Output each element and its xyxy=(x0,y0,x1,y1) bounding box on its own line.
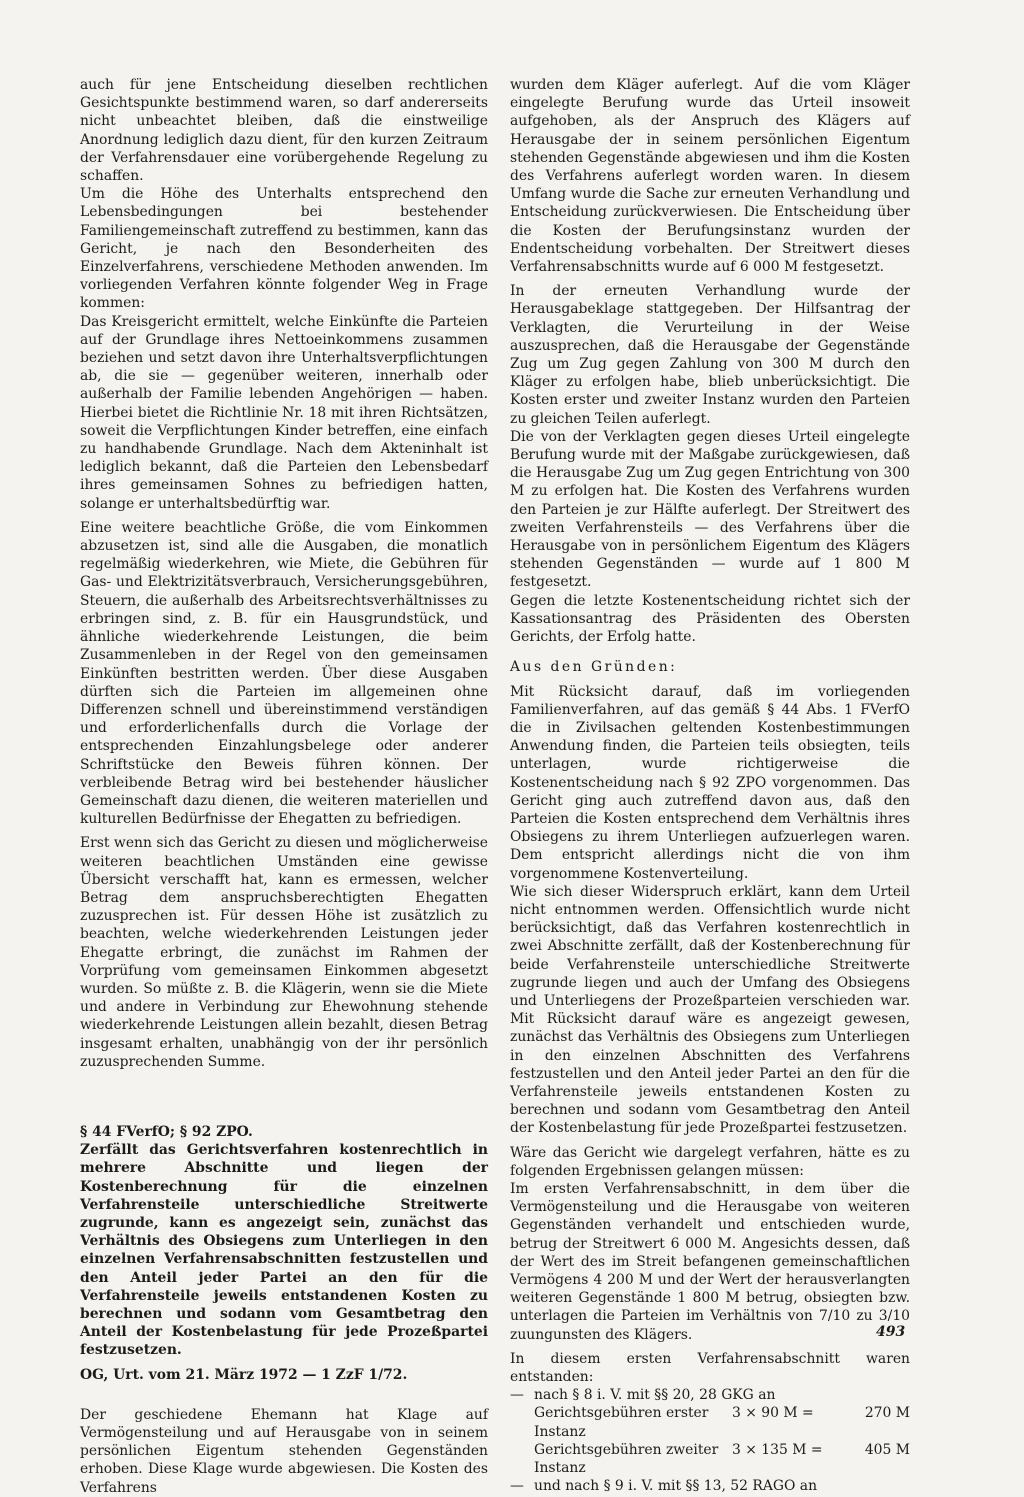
section-heading: § 44 FVerfO; § 92 ZPO. xyxy=(80,1123,253,1140)
fee-calculation: 3 × 90 M = xyxy=(732,1405,814,1422)
fee-result: 270 M xyxy=(864,1405,910,1422)
fee-item-text: und nach § 9 i. V. mit §§ 13, 52 RAGO an xyxy=(534,1478,818,1495)
left-column xyxy=(80,76,488,1497)
paragraph: Um die Höhe des Unterhalts entsprechend den Lebensbedingungen bei bestehender Familiengemeinschaft zutreffend zu bestimmen, kann das Gericht, je nach den Besonderheiten des Einzelverfahrens, verschiedene Methoden anwenden. Im vorliegenden Verfahren könnte folgender Weg in Frage kommen: xyxy=(80,186,488,312)
fee-label: Gerichtsgebühren erster Instanz xyxy=(534,1405,709,1440)
page-number: 493 xyxy=(876,1324,906,1340)
paragraph: In diesem ersten Verfahrensabschnitt waren entstanden: xyxy=(510,1350,910,1386)
fee-list-item xyxy=(510,1477,910,1495)
fee-calculation: 3 × 135 M = xyxy=(732,1441,823,1458)
paragraph: Der geschiedene Ehemann hat Klage auf Vermögensteilung und auf Herausgabe von in seinem persönlichen Eigentum stehenden Gegenständen erhoben. Diese Klage wurde abgewiesen. Die Kosten des Verfahrens xyxy=(80,1406,488,1496)
headnote: Zerfällt das Gerichtsverfahren kostenrechtlich in mehrere Abschnitte und liegen der Kostenberechnung für die einzelnen Verfahrensteile unterschiedliche Streitwerte zugrunde, kann es angezeigt sein, zunächst das Verhältnis des Obsiegens zum Unterliegen in den einzelnen Verfahrensabschnitten festzustellen und den Anteil jeder Partei an den für die Verfahrensteile jeweils entstandenen Kosten zu berechnen und sodann vom Gesamtbetrag den Anteil der Kostenbelastung für jede Prozeßpartei festzusetzen. xyxy=(80,1142,488,1359)
fee-list-item xyxy=(510,1386,910,1404)
paragraph: Wäre das Gericht wie dargelegt verfahren, hätte es zu folgenden Ergebnissen gelangen müssen: xyxy=(510,1144,910,1179)
fee-label: Gerichtsgebühren zweiter Instanz xyxy=(534,1441,719,1477)
fee-row xyxy=(510,1404,910,1440)
dash: — xyxy=(510,1478,524,1495)
fee-result: 405 M xyxy=(864,1441,910,1458)
paragraph: Erst wenn sich das Gericht zu diesen und möglicherweise weiteren beachtlichen Umständen eine gewisse Übersicht verschafft hat, kann es ermessen, welcher Betrag dem anspruchsberechtigten Ehegatten zuzusprechen ist. Für dessen Höhe ist zusätzlich zu beachten, welche wiederkehrenden Leistungen jeder Ehegatte erbringt, die zunächst im Rahmen der Vorprüfung vom gemeinsamen Einkommen abgesetzt wurden. So müßte z. B. die Klägerin, wenn sie die Miete und andere in Verbindung zur Ehewohnung stehende wiederkehrende Leistungen allein bezahlt, diesen Betrag insgesamt erhalten, unabhängig von der ihr persönlich zuzusprechenden Summe. xyxy=(80,835,488,1070)
dash: — xyxy=(510,1387,524,1404)
fee-row xyxy=(510,1441,910,1477)
paragraph: Das Kreisgericht ermittelt, welche Einkünfte die Parteien auf der Grundlage ihres Nettoeinkommens zusammen beziehen und setzt davon ihre Unterhaltsverpflichtungen ab, die sie — gegenüber weiteren, innerhalb oder außerhalb der Familie lebenden Angehörigen — haben. Hierbei bietet die Richtlinie Nr. 18 mit ihren Richtsätzen, soweit die Verpflichtungen Kinder betreffen, eine einfach zu handhabende Grundlage. Nach dem Akteninhalt ist lediglich bekannt, daß die Parteien den Lebensbedarf ihres gemeinsamen Sohnes zu befriedigen hatten, solange er unterhaltsbedürftig war. xyxy=(80,313,488,512)
paragraph: auch für jene Entscheidung dieselben rechtlichen Gesichtspunkte bestimmend waren, so darf andererseits nicht unbeachtet bleiben, daß die einstweilige Anordnung lediglich dazu dient, für den kurzen Zeitraum der Verfahrensdauer eine vorübergehende Regelung zu schaffen. xyxy=(80,77,488,185)
paragraph: In der erneuten Verhandlung wurde der Herausgabeklage stattgegeben. Der Hilfsantrag der Verklagten, die Verurteilung in der Weise auszusprechen, daß die Herausgabe der Gegenstände Zug um Zug gegen Zahlung von 300 M durch den Kläger zu erfolgen habe, blieb unberücksichtigt. Die Kosten erster und zweiter Instanz wurden den Parteien zu gleichen Teilen auferlegt. xyxy=(510,283,910,427)
paragraph: Im ersten Verfahrensabschnitt, in dem über die Vermögensteilung und die Herausgabe von weiteren Gegenständen verhandelt und entschieden wurde, betrug der Streitwert 6 000 M. Angesichts dessen, daß der Wert des im Streit befangenen gemeinschaftlichen Vermögens 4 200 M und der Wert der herausverlangten weiteren Gegenstände 1 800 M betrug, obsiegten bzw. unterlagen die Parteien im Verhältnis von 7/10 zu 3/10 zuungunsten des Klägers. xyxy=(510,1180,910,1343)
paragraph: wurden dem Kläger auferlegt. Auf die vom Kläger eingelegte Berufung wurde das Urteil insoweit aufgehoben, als der Anspruch des Klägers auf Herausgabe der in seinem persönlichen Eigentum stehenden Gegenstände abgewiesen und ihm die Kosten des Verfahrens auferlegt worden waren. In diesem Umfang wurde die Sache zur erneuten Verhandlung und Entscheidung zurückverwiesen. Die Entscheidung über die Kosten der Berufungsinstanz wurden der Endentscheidung vorbehalten. Der Streitwert dieses Verfahrensabschnitts wurde auf 6 000 M festgesetzt. xyxy=(510,77,910,276)
fee-item-text: nach § 8 i. V. mit §§ 20, 28 GKG an xyxy=(534,1387,776,1404)
court-citation: OG, Urt. vom 21. März 1972 — 1 ZzF 1/72. xyxy=(80,1366,408,1383)
fee-list xyxy=(510,1386,910,1495)
paragraph: Wie sich dieser Widerspruch erklärt, kann dem Urteil nicht entnommen werden. Offensichtlich wurde nicht berücksichtigt, daß das Verfahren kostenrechtlich in zwei Abschnitte zerfällt, daß der Kostenberechnung für beide Verfahrensteile unterschiedliche Streitwerte zugrunde liegen und auch der Umfang des Obsiegens und Unterliegens der Prozeßparteien verschieden war. Mit Rücksicht darauf wäre es angezeigt gewesen, zunächst das Verhältnis des Obsiegens zum Unterliegen in den einzelnen Abschnitten des Verfahrens festzustellen und den Anteil jeder Partei an den für die Verfahrensteile jeweils entstandenen Kosten zu berechnen und sodann vom Gesamtbetrag den Anteil der Kostenbelastung für jede Prozeßpartei festzusetzen. xyxy=(510,883,910,1137)
paragraph: Die von der Verklagten gegen dieses Urteil eingelegte Berufung wurde mit der Maßgabe zurückgewiesen, daß die Herausgabe Zug um Zug gegen Entrichtung von 300 M zu erfolgen hat. Die Kosten des Verfahrens wurden den Parteien je zur Hälfte auferlegt. Der Streitwert des zweiten Verfahrensteils — des Verfahrens über die Herausgabe von in persönlichem Eigentum des Klägers stehenden Gegenständen — wurde auf 1 800 M festgesetzt. xyxy=(510,428,910,591)
reasons-heading: Aus den Gründen: xyxy=(510,659,678,676)
paragraph: Mit Rücksicht darauf, daß im vorliegenden Familienverfahren, auf das gemäß § 44 Abs. 1 FVerfO die in Zivilsachen geltenden Kostenbestimmungen Anwendung finden, die Parteien teils obsiegten, teils unterlagen, wurde richtigerweise die Kostenentscheidung nach § 92 ZPO vorgenommen. Das Gericht ging auch zutreffend davon aus, daß den Parteien die Kosten entsprechend dem Verhältnis ihres Obsiegens zu ihrem Unterliegen aufzuerlegen waren. Dem entspricht allerdings nicht die von ihm vorgenommene Kostenverteilung. xyxy=(510,683,910,882)
paragraph: Gegen die letzte Kostenentscheidung richtet sich der Kassationsantrag des Präsidenten des Obersten Gerichts, der Erfolg hatte. xyxy=(510,592,910,646)
paragraph: Eine weitere beachtliche Größe, die vom Einkommen abzusetzen ist, sind alle die Ausgaben, die monatlich regelmäßig wiederkehren, wie Miete, die Gebühren für Gas- und Elektrizitätsverbrauch, Versicherungsgebühren, Steuern, die außerhalb des Arbeitsrechtsverhältnisses zu erbringen sind, z. B. für ein Hausgrundstück, und ähnliche wiederkehrende Leistungen, die beim Zusammenleben in der Regel von den gemeinsamen Einkünften bestritten werden. Über diese Ausgaben dürften sich die Parteien im allgemeinen ohne Differenzen schnell und übereinstimmend verständigen und erforderlichenfalls durch die Vorlage der entsprechenden Einzahlungsbelege oder anderer Schriftstücke den Beweis führen können. Der verbleibende Betrag wird bei bestehender häuslicher Gemeinschaft dazu dienen, die weiteren materiellen und kulturellen Bedürfnisse der Ehegatten zu befriedigen. xyxy=(80,519,488,828)
right-column xyxy=(510,76,910,1495)
